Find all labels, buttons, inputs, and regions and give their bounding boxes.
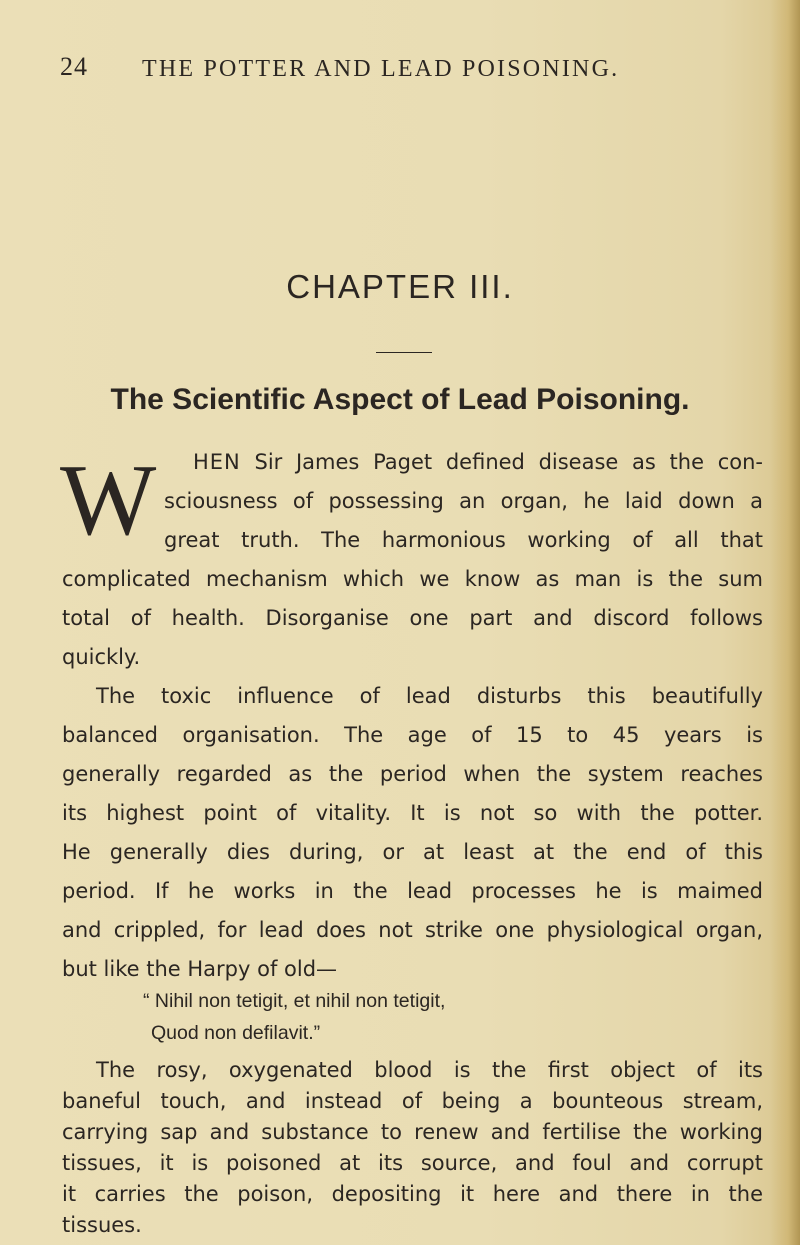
paragraph-2-line-3: generally regarded as the period when the system reaches xyxy=(62,762,763,786)
paragraph-2-line-6: period. If he works in the lead processes he is maimed xyxy=(62,879,763,903)
paragraph-2-line-4: its highest point of vitality. It is not so with the potter. xyxy=(62,801,763,825)
paragraph-3-line-5: it carries the poison, depositing it here and there in the xyxy=(62,1182,763,1206)
paragraph-1-line-1-text: Sir James Paget defined disease as the con- xyxy=(254,450,763,474)
paragraph-1-line-6: quickly. xyxy=(62,645,141,669)
divider-rule xyxy=(376,352,432,353)
first-word: HEN xyxy=(193,450,241,474)
paragraph-3-line-1: The rosy, oxygenated blood is the first object of its xyxy=(96,1058,763,1082)
paragraph-1-line-3: great truth. The harmonious working of all that xyxy=(164,528,763,552)
paragraph-1-line-5: total of health. Disorganise one part and discord follows xyxy=(62,606,763,630)
paragraph-2-line-5: He generally dies during, or at least at the end of this xyxy=(62,840,763,864)
page-number: 24 xyxy=(60,52,88,81)
paragraph-2-line-1: The toxic influence of lead disturbs this beautifully xyxy=(96,684,763,708)
paragraph-1-line-1 xyxy=(193,452,763,473)
paragraph-2-line-2: balanced organisation. The age of 15 to 45 years is xyxy=(62,723,763,747)
paragraph-1-line-2: sciousness of possessing an organ, he laid down a xyxy=(164,489,763,513)
chapter-heading: CHAPTER III. xyxy=(286,268,514,305)
drop-cap: W xyxy=(60,444,157,557)
paragraph-2-line-7: and crippled, for lead does not strike one physiological organ, xyxy=(62,918,763,942)
chapter-title: The Scientific Aspect of Lead Poisoning. xyxy=(110,383,690,416)
quotation-line-1: “ Nihil non tetigit, et nihil non tetigit, xyxy=(143,990,446,1012)
running-head: THE POTTER AND LEAD POISONING. xyxy=(142,56,620,82)
paragraph-1-line-4: complicated mechanism which we know as man is the sum xyxy=(62,567,763,591)
paragraph-3-line-3: carrying sap and substance to renew and fertilise the working xyxy=(62,1120,763,1144)
paragraph-2-line-8: but like the Harpy of old— xyxy=(62,957,338,981)
paragraph-3-line-4: tissues, it is poisoned at its source, and foul and corrupt xyxy=(62,1151,763,1175)
paragraph-3-line-2: baneful touch, and instead of being a bounteous stream, xyxy=(62,1089,763,1113)
quotation-line-2: Quod non defilavit.” xyxy=(151,1022,321,1044)
page-edge-stain xyxy=(770,0,800,1245)
paragraph-3-line-6: tissues. xyxy=(62,1213,142,1237)
